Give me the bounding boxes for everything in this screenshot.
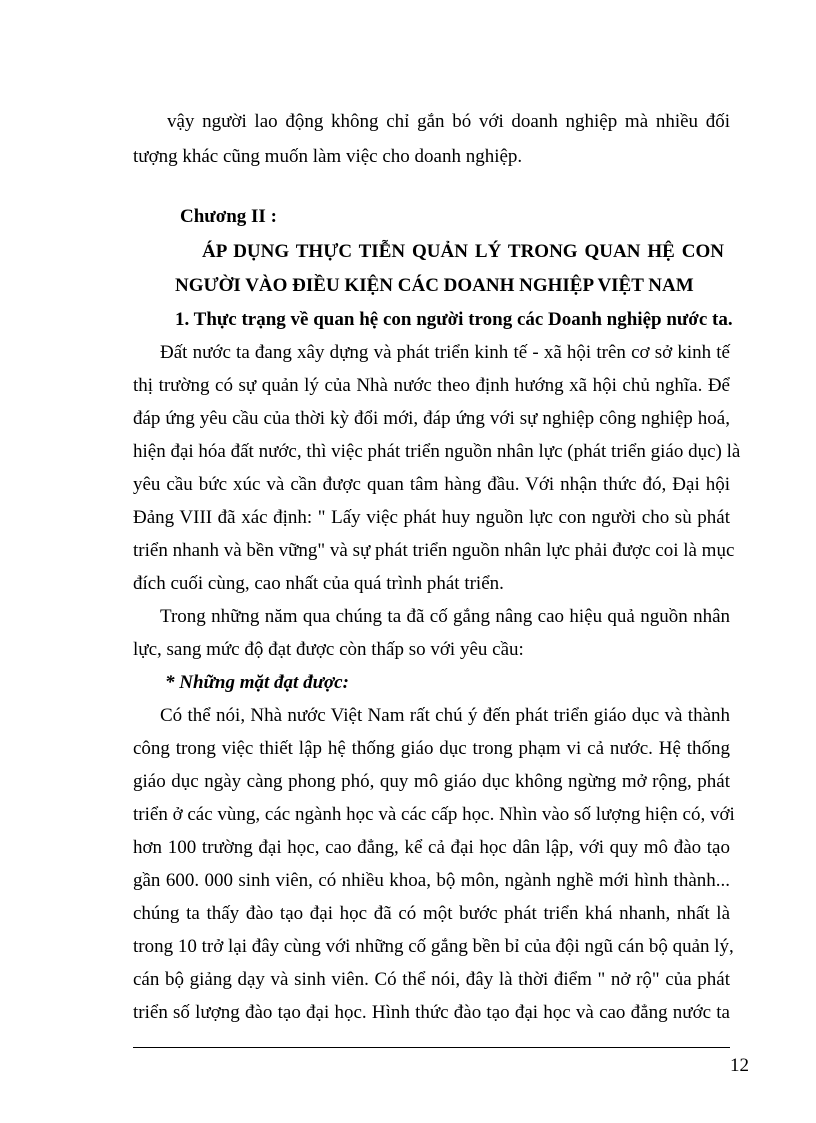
- chapter-label: Chương II :: [180, 206, 277, 227]
- page-number: 12: [730, 1055, 749, 1076]
- para1-line: đáp ứng yêu cầu của thời kỳ đổi mới, đáp ứng với sự nghiệp công nghiệp hoá,: [133, 408, 730, 429]
- para1-line: hiện đại hóa đất nước, thì việc phát triển nguồn nhân lực (phát triển giáo dục) là: [133, 441, 741, 462]
- para3-line: hơn 100 trường đại học, cao đẳng, kể cả đại học dân lập, với quy mô đào tạo: [133, 837, 730, 858]
- para1-line: đích cuối cùng, cao nhất của quá trình phát triển.: [133, 573, 504, 594]
- intro-line-1: vậy người lao động không chỉ gắn bó với doanh nghiệp mà nhiều đối: [167, 111, 730, 132]
- para1-line: Đảng VIII đã xác định: " Lấy việc phát huy nguồn lực con người cho sù phát: [133, 507, 730, 528]
- para1-line: Đất nước ta đang xây dựng và phát triển kinh tế - xã hội trên cơ sở kinh tế: [160, 342, 730, 363]
- para3-line: giáo dục ngày càng phong phó, quy mô giáo dục không ngừng mở rộng, phát: [133, 771, 730, 792]
- para3-line: Có thể nói, Nhà nước Việt Nam rất chú ý đến phát triển giáo dục và thành: [160, 705, 730, 726]
- para3-line: triển ở các vùng, các ngành học và các cấp học. Nhìn vào số lượng hiện có, với: [133, 804, 735, 825]
- para3-line: triển số lượng đào tạo đại học. Hình thức đào tạo đại học và cao đẳng nước ta: [133, 1002, 730, 1023]
- subheading-achievements: * Những mặt đạt được:: [165, 672, 349, 693]
- para3-line: cán bộ giảng dạy và sinh viên. Có thể nói, đây là thời điểm " nở rộ" của phát: [133, 969, 730, 990]
- para3-line: gần 600. 000 sinh viên, có nhiều khoa, bộ môn, ngành nghề mới hình thành...: [133, 870, 730, 891]
- para3-line: trong 10 trở lại đây cùng với những cố gắng bền bỉ của đội ngũ cán bộ quản lý,: [133, 936, 734, 957]
- chapter-title-line-2: NGƯỜI VÀO ĐIỀU KIỆN CÁC DOANH NGHIỆP VIỆT NAM: [175, 275, 694, 296]
- para1-line: triển nhanh và bền vững" và sự phát triển nguồn nhân lực phải được coi là mục: [133, 540, 735, 561]
- footer-rule: [133, 1047, 730, 1048]
- para1-line: yêu cầu bức xúc và cần được quan tâm hàng đầu. Với nhận thức đó, Đại hội: [133, 474, 730, 495]
- para3-line: công trong việc thiết lập hệ thống giáo dục trong phạm vi cả nước. Hệ thống: [133, 738, 730, 759]
- para2-line: Trong những năm qua chúng ta đã cố gắng nâng cao hiệu quả nguồn nhân: [160, 606, 730, 627]
- para1-line: thị trường có sự quản lý của Nhà nước theo định hướng xã hội chủ nghĩa. Để: [133, 375, 730, 396]
- chapter-title-line-1: ÁP DỤNG THỰC TIỄN QUẢN LÝ TRONG QUAN HỆ CON: [202, 241, 724, 262]
- para2-line: lực, sang mức độ đạt được còn thấp so với yêu cầu:: [133, 639, 524, 660]
- section-heading: 1. Thực trạng về quan hệ con người trong các Doanh nghiệp nước ta.: [175, 309, 733, 330]
- intro-line-2: tượng khác cũng muốn làm việc cho doanh nghiệp.: [133, 146, 523, 167]
- para3-line: chúng ta thấy đào tạo đại học đã có một bước phát triển khá nhanh, nhất là: [133, 903, 730, 924]
